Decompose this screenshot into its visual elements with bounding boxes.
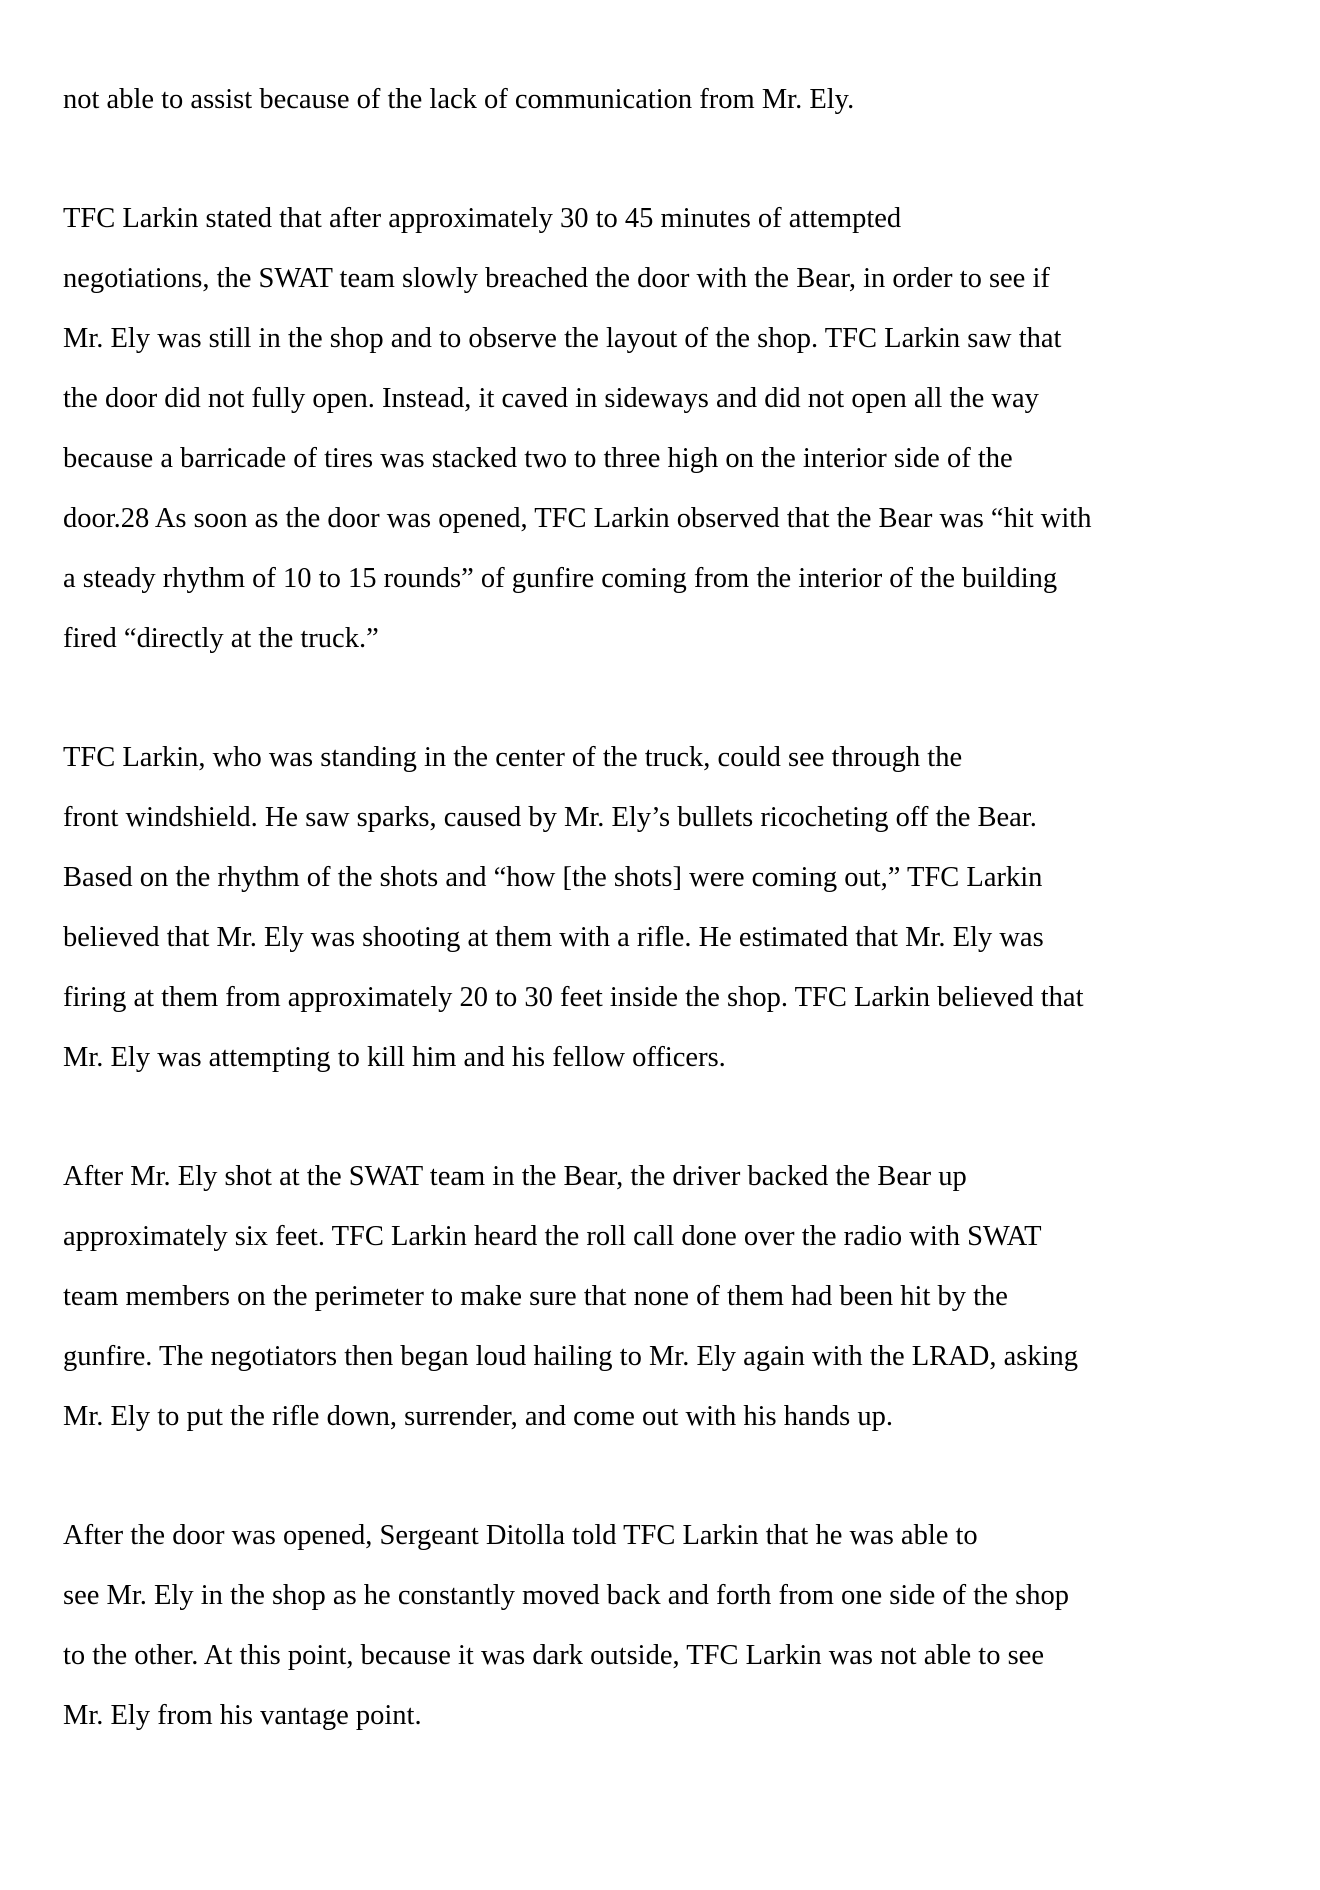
paragraph-2-line-3: Mr. Ely was still in the shop and to observe the layout of the shop. TFC Larkin saw that bbox=[63, 323, 1062, 354]
paragraph-3-line-4: believed that Mr. Ely was shooting at them with a rifle. He estimated that Mr. Ely was bbox=[63, 922, 1044, 953]
paragraph-2-line-1: TFC Larkin stated that after approximately 30 to 45 minutes of attempted bbox=[63, 203, 902, 234]
paragraph-2-line-2: negotiations, the SWAT team slowly breached the door with the Bear, in order to see if bbox=[63, 263, 1050, 294]
paragraph-3-line-1: TFC Larkin, who was standing in the center of the truck, could see through the bbox=[63, 742, 963, 773]
paragraph-3-line-6: Mr. Ely was attempting to kill him and his fellow officers. bbox=[63, 1042, 726, 1073]
paragraph-1-line-1: not able to assist because of the lack of communication from Mr. Ely. bbox=[63, 84, 855, 115]
paragraph-3-line-3: Based on the rhythm of the shots and “how [the shots] were coming out,” TFC Larkin bbox=[63, 862, 1043, 893]
paragraph-2-line-7: a steady rhythm of 10 to 15 rounds” of gunfire coming from the interior of the building bbox=[63, 563, 1058, 594]
paragraph-4-line-2: approximately six feet. TFC Larkin heard the roll call done over the radio with SWAT bbox=[63, 1221, 1042, 1252]
paragraph-2-line-4: the door did not fully open. Instead, it caved in sideways and did not open all the way bbox=[63, 383, 1039, 414]
paragraph-2-line-8: fired “directly at the truck.” bbox=[63, 623, 379, 654]
paragraph-2-line-5: because a barricade of tires was stacked two to three high on the interior side of the bbox=[63, 443, 1013, 474]
paragraph-4-line-1: After Mr. Ely shot at the SWAT team in the Bear, the driver backed the Bear up bbox=[63, 1161, 967, 1192]
paragraph-5-line-4: Mr. Ely from his vantage point. bbox=[63, 1700, 422, 1731]
paragraph-3-line-5: firing at them from approximately 20 to 30 feet inside the shop. TFC Larkin believed that bbox=[63, 982, 1084, 1013]
paragraph-4-line-5: Mr. Ely to put the rifle down, surrender, and come out with his hands up. bbox=[63, 1401, 893, 1432]
paragraph-5-line-3: to the other. At this point, because it was dark outside, TFC Larkin was not able to see bbox=[63, 1640, 1044, 1671]
paragraph-4-line-4: gunfire. The negotiators then began loud hailing to Mr. Ely again with the LRAD, asking bbox=[63, 1341, 1078, 1372]
paragraph-2-line-6: door.28 As soon as the door was opened, TFC Larkin observed that the Bear was “hit with bbox=[63, 503, 1092, 534]
paragraph-5-line-2: see Mr. Ely in the shop as he constantly moved back and forth from one side of the shop bbox=[63, 1580, 1069, 1611]
paragraph-4-line-3: team members on the perimeter to make sure that none of them had been hit by the bbox=[63, 1281, 1008, 1312]
paragraph-3-line-2: front windshield. He saw sparks, caused by Mr. Ely’s bullets ricocheting off the Bear. bbox=[63, 802, 1037, 833]
paragraph-5-line-1: After the door was opened, Sergeant Ditolla told TFC Larkin that he was able to bbox=[63, 1520, 978, 1551]
